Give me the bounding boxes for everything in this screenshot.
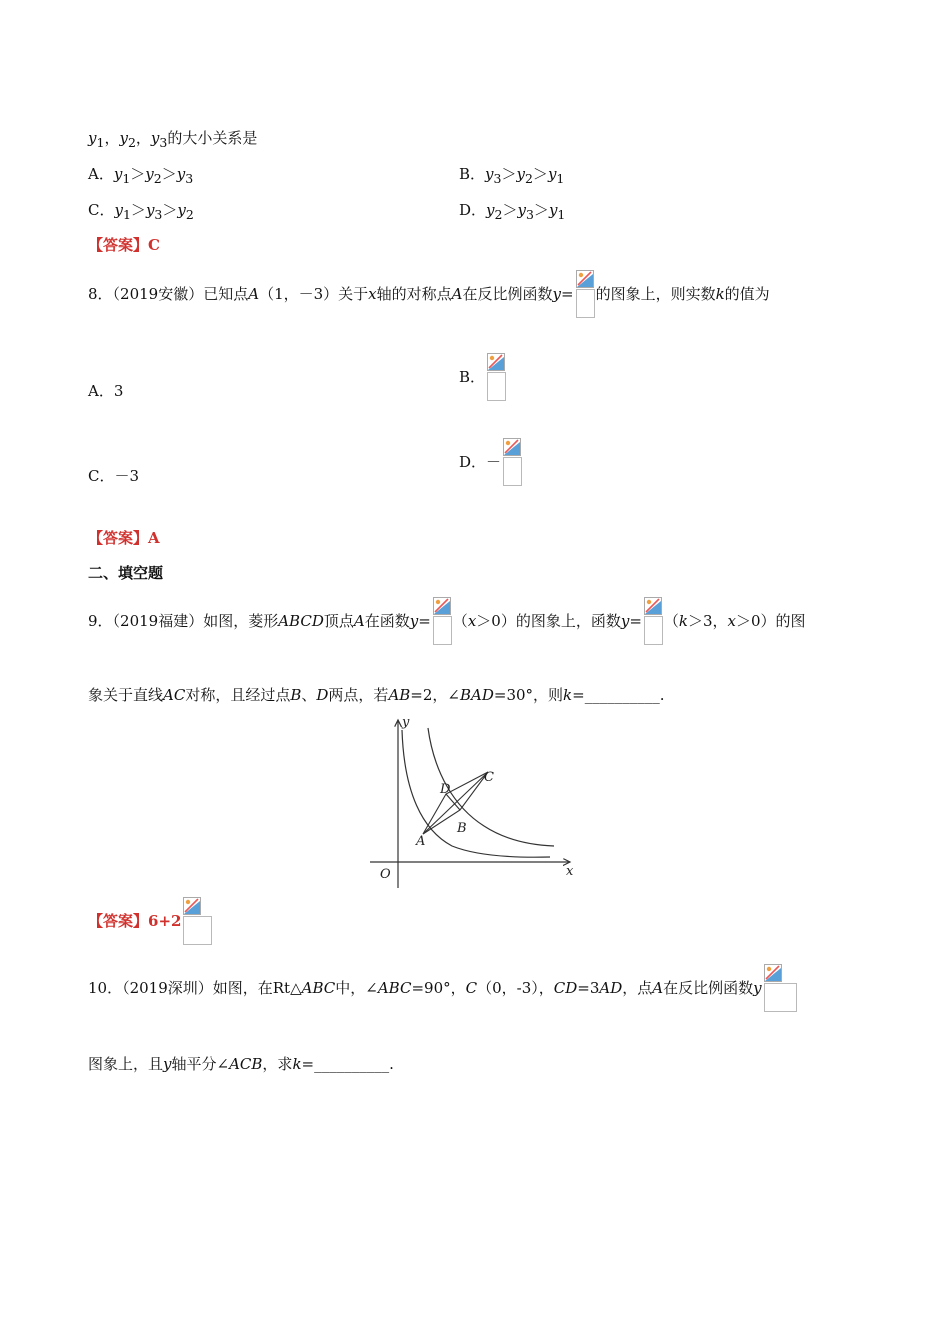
q7-answer: 【答案】C	[88, 236, 160, 254]
diagonal-ac	[423, 772, 488, 834]
q9-answer: 【答案】6+2	[88, 897, 213, 945]
q10-line1: 10．（2019深圳）如图，在Rt△ABC中，∠ABC=90°，C（0，-3），CD=3AD，点A在反比例函数y	[88, 964, 798, 1012]
q8-stem: 8．（2019安徽）已知点A（1，－3）关于x轴的对称点A在反比例函数y= 的图象上，则实数k的值为	[88, 270, 770, 318]
broken-image-icon	[763, 964, 797, 1012]
q8-option-d: D．－	[459, 438, 523, 486]
label-d: D	[440, 782, 451, 797]
broken-image-icon	[575, 270, 595, 318]
broken-image-icon	[432, 597, 452, 645]
q8-option-b: B．	[459, 353, 507, 401]
q7-option-c: C．$y_1>y_3>y_2$	[88, 201, 194, 222]
q7-option-a: A．$y_1>y_2>y_3$	[88, 165, 194, 186]
q8-option-c: C．－3	[88, 467, 140, 485]
label-c: C	[484, 770, 494, 785]
broken-image-icon	[486, 353, 506, 401]
label-b: B	[457, 821, 467, 836]
q7-option-d: D．$y_2>y_3>y_1$	[459, 201, 566, 222]
label-origin: O	[380, 867, 391, 882]
q7-option-b: B．$y_3>y_2>y_1$	[459, 165, 565, 186]
label-y: y	[402, 715, 410, 730]
q9-line1: 9．（2019福建）如图，菱形ABCD顶点A在函数y= （x＞0）的图象上，函数y= （k＞3，x＞0）的图	[88, 597, 806, 645]
q8-answer: 【答案】A	[88, 529, 160, 547]
broken-image-icon	[643, 597, 663, 645]
q8-option-a: A．3	[88, 382, 124, 400]
label-a: A	[416, 834, 426, 849]
q10-line2: 图象上，且y轴平分∠ACB，求k=__________.	[88, 1055, 394, 1073]
rhombus-hyperbola-figure	[362, 712, 586, 890]
q7-intro: $y_1$，$y_2$，$y_3$的大小关系是	[88, 129, 258, 150]
q9-line2: 象关于直线AC对称，且经过点B、D两点，若AB=2，∠BAD=30°，则k=__________.	[88, 686, 665, 704]
broken-image-icon	[502, 438, 522, 486]
label-x: x	[566, 864, 574, 879]
section-heading: 二、填空题	[88, 564, 164, 582]
broken-image-icon	[182, 897, 212, 945]
